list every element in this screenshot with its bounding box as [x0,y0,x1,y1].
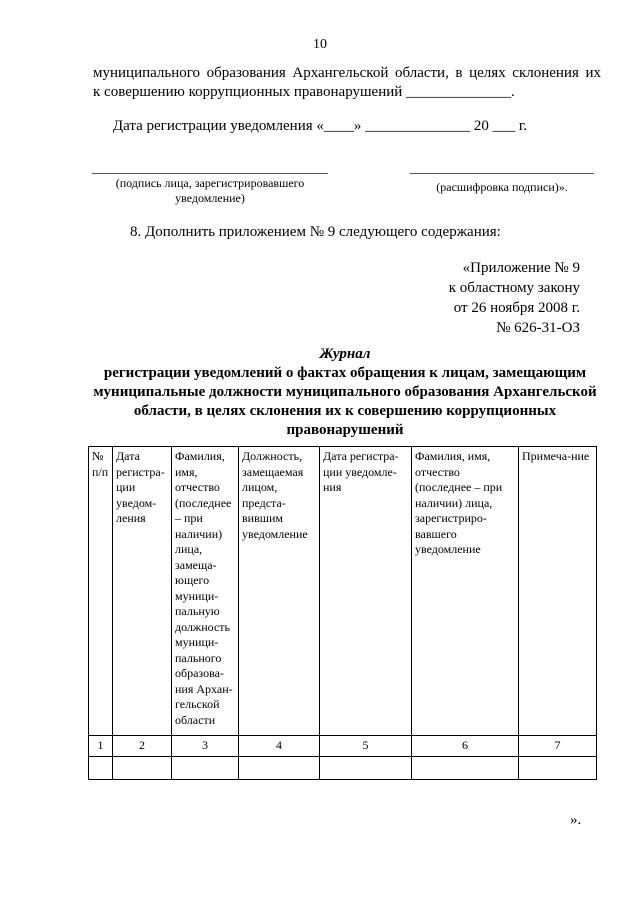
header-cell-notice-registration-date: Дата регистра-ции уведомле-ния [320,447,412,736]
empty-cell[interactable] [113,757,172,780]
header-cell-official-name: Фамилия, имя, отчество (последнее – при наличии) лица, замеща-ющего муници-пальную должность муници-пального образова-ния Архан-гельской области [172,447,239,736]
column-number: 7 [519,736,597,757]
intro-line-1: муниципального образования Архангельской области, в целях склонения их [93,65,601,81]
signature-label-right: (расшифровка подписи)». [436,180,568,194]
table-empty-row [89,757,597,780]
journal-title: Журнал [319,346,371,362]
journal-heading [80,345,610,440]
empty-cell[interactable] [89,757,113,780]
table-header-row [89,447,597,736]
empty-cell[interactable] [320,757,412,780]
header-cell-registration-date: Дата регистра-ции уведом-ления [113,447,172,736]
appendix-line-4: № 626-31-ОЗ [496,320,580,336]
column-number: 6 [412,736,519,757]
appendix-line-3: от 26 ноября 2008 г. [453,300,580,316]
column-number: 4 [239,736,320,757]
signature-rule-right [410,173,594,174]
closing-quote: ». [570,812,582,828]
signature-rule-left [92,173,328,174]
empty-cell[interactable] [519,757,597,780]
amendment-text: 8. Дополнить приложением № 9 следующего содержания: [130,224,501,240]
empty-cell[interactable] [412,757,519,780]
appendix-line-1: «Приложение № 9 [462,260,580,276]
column-number: 1 [89,736,113,757]
empty-cell[interactable] [172,757,239,780]
header-cell-submitter-position: Должность, замещаемая лицом, предста-вившим уведомление [239,447,320,736]
header-cell-registrar-name: Фамилия, имя, отчество (последнее – при наличии) лица, зарегистриро-вавшего уведомление [412,447,519,736]
registration-date-line: Дата регистрации уведомления «____» ______________ 20 ___ г. [112,118,528,134]
empty-cell[interactable] [239,757,320,780]
journal-subtitle: регистрации уведомлений о фактах обращения к лицам, замещающим муниципальные должности муниципального образования Архангельской области, в целях склонения их к совершению коррупционных правонарушений [93,365,597,438]
page-number: 10 [313,37,327,52]
journal-table [88,446,597,780]
appendix-block [400,258,580,338]
header-cell-number: № п/п [89,447,113,736]
header-cell-note: Примеча-ние [519,447,597,736]
appendix-line-2: к областному закону [448,280,580,296]
column-number: 2 [113,736,172,757]
signature-label-left: (подпись лица, зарегистрировавшего уведомление) [115,176,305,205]
column-number: 5 [320,736,412,757]
intro-line-2: к совершению коррупционных правонарушений ______________. [93,84,515,100]
column-number: 3 [172,736,239,757]
table-column-numbers-row [89,736,597,757]
